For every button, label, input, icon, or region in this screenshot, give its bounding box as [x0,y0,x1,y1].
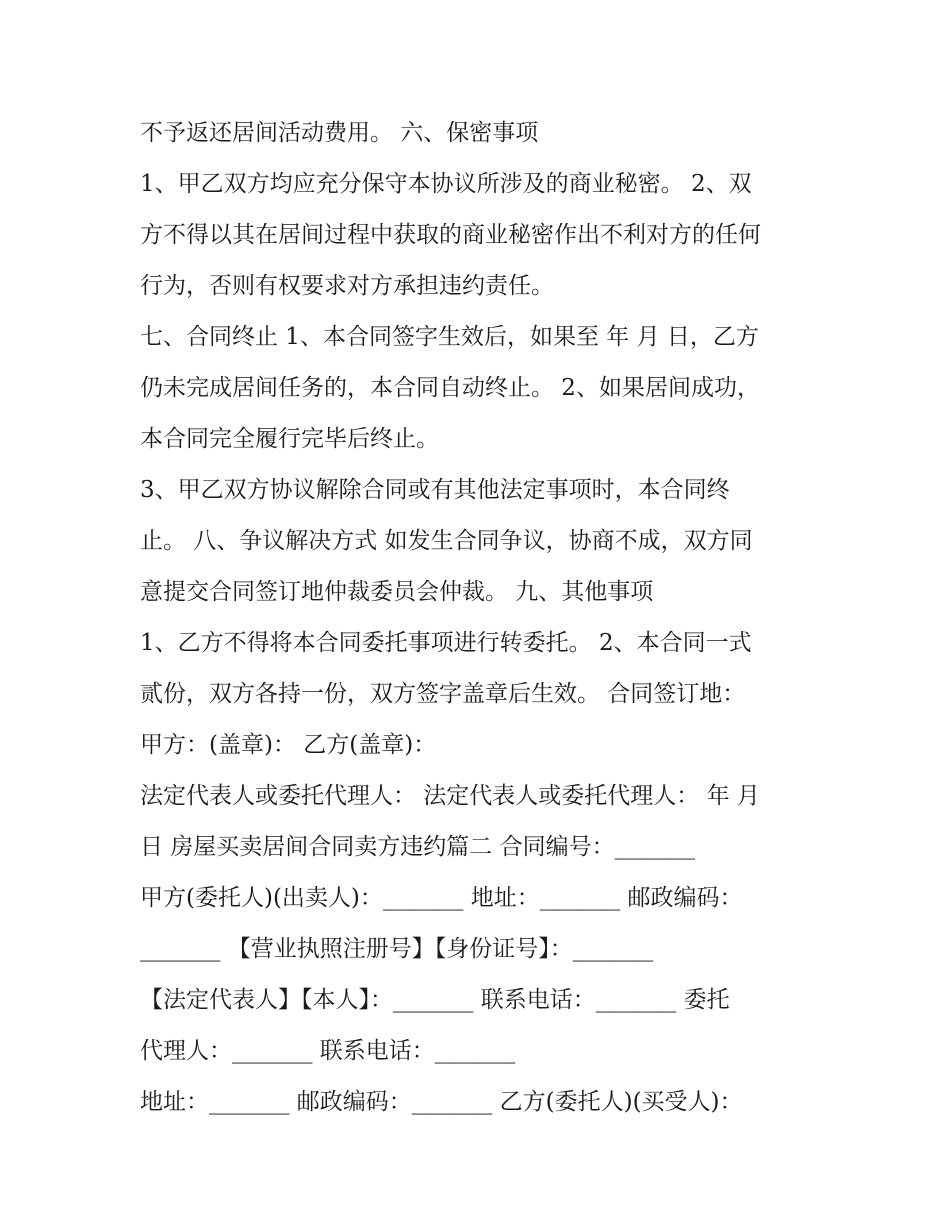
text-line: 意提交合同签订地仲裁委员会仲裁。 九、其他事项 [140,579,654,605]
text-line: 日 房屋买卖居间合同卖方违约篇二 合同编号：_______ [140,834,696,860]
text-line: 贰份，双方各持一份，双方签字盖章后生效。 合同签订地： [140,681,746,707]
text-line: 地址：_______ 邮政编码：_______ 乙方(委托人)(买受人)： [140,1089,743,1115]
text-line: 1、乙方不得将本合同委托事项进行转委托。 2、本合同一式 [140,630,752,656]
text-line: 本合同完全履行完毕后终止。 [140,426,439,452]
text-line: 代理人：_______ 联系电话：_______ [140,1038,516,1064]
text-line: 1、甲乙双方均应充分保守本协议所涉及的商业秘密。 2、双 [140,171,752,197]
document-body [140,108,830,1128]
text-line: 方不得以其在居间过程中获取的商业秘密作出不利对方的任何 [140,222,761,248]
text-line: 甲方(委托人)(出卖人)：_______ 地址：_______ 邮政编码： [140,885,743,911]
text-line: 仍未完成居间任务的，本合同自动终止。 2、如果居间成功， [140,375,760,401]
text-line: 行为，否则有权要求对方承担违约责任。 [140,273,554,299]
text-line: 3、甲乙双方协议解除合同或有其他法定事项时，本合同终 [140,477,730,503]
text-line: 【法定代表人】【本人】：_______ 联系电话：_______ 委托 [140,987,730,1013]
text-line: 止。 八、争议解决方式 如发生合同争议，协商不成，双方同 [140,528,753,554]
text-line: 甲方：(盖章)： 乙方(盖章)： [140,732,437,758]
text-line: _______ 【营业执照注册号】【身份证号】：_______ [140,936,654,962]
text-line: 不予返还居间活动费用。 六、保密事项 [140,120,539,146]
text-line: 七、合同终止 1、本合同签字生效后，如果至 年 月 日，乙方 [140,324,759,350]
text-line: 法定代表人或委托代理人： 法定代表人或委托代理人： 年 月 [140,783,760,809]
